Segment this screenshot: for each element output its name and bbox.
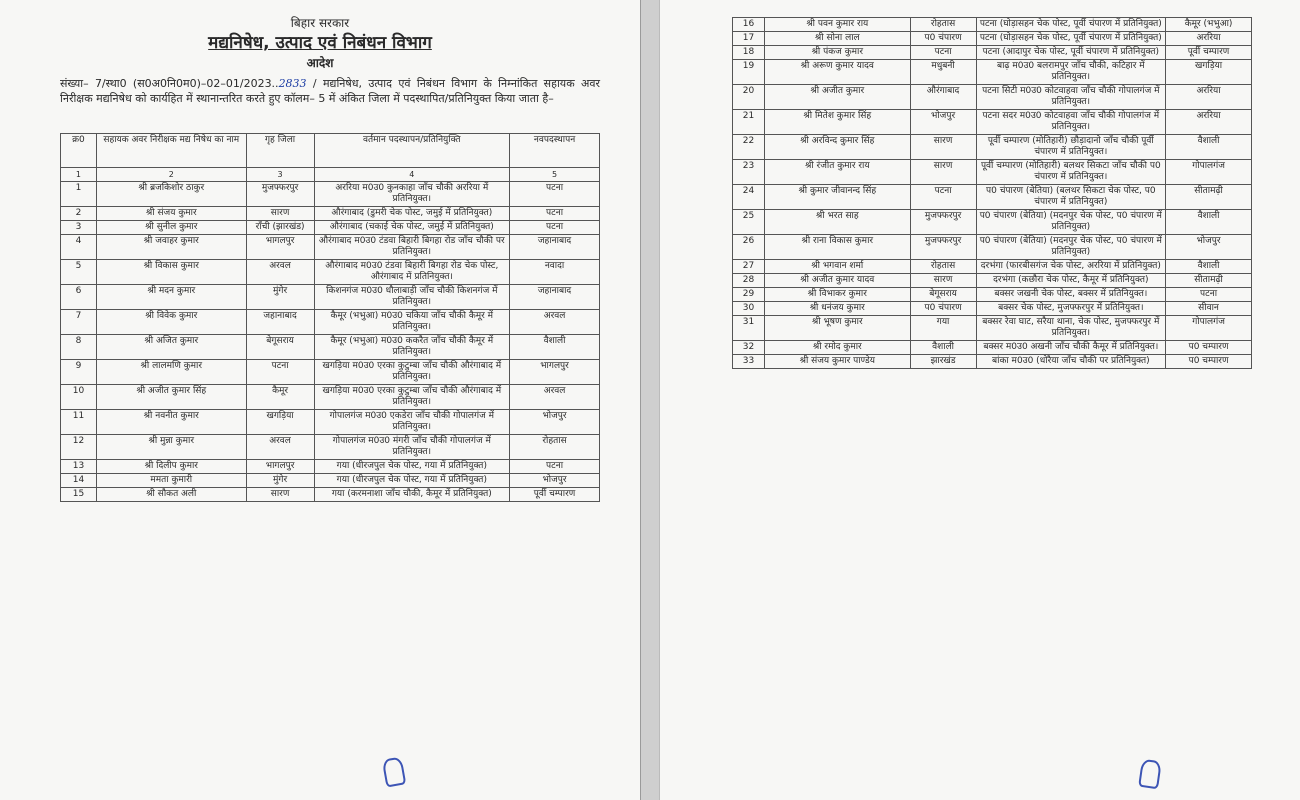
table-row [733, 32, 1252, 46]
serial-cell: 3 [61, 221, 97, 235]
current-posting-cell: पटना सदर म0उ0 कोटवाहवा जाँच चौकी गोपालगंज में प्रतिनियुक्त। [976, 110, 1166, 135]
table-row [733, 302, 1252, 316]
current-posting-cell: कैमूर (भभुआ) म0उ0 चकिया जाँच चौकी कैमूर में प्रतिनियुक्त। [314, 310, 510, 335]
column-index: 1 [61, 168, 97, 182]
new-posting-cell: रोहतास [510, 435, 600, 460]
current-posting-cell: खगड़िया म0उ0 एरका कुटुम्बा जाँच चौकी औरंगाबाद में प्रतिनियुक्त। [314, 385, 510, 410]
table-row [61, 488, 600, 502]
name-cell: श्री अजीत कुमार सिंह [96, 385, 246, 410]
serial-cell: 30 [733, 302, 765, 316]
name-cell: श्री सोना लाल [764, 32, 910, 46]
name-cell: श्री धनंजय कुमार [764, 302, 910, 316]
serial-cell: 10 [61, 385, 97, 410]
new-posting-cell: जहानाबाद [510, 235, 600, 260]
current-posting-cell: पटना (आदापुर चेक पोस्ट, पूर्वी चंपारण में प्रतिनियुक्त) [976, 46, 1166, 60]
name-cell: श्री संजय कुमार [96, 207, 246, 221]
new-posting-cell: सीतामढ़ी [1166, 274, 1252, 288]
serial-cell: 25 [733, 210, 765, 235]
home-district-cell: भागलपुर [246, 460, 314, 474]
new-posting-cell: जहानाबाद [510, 285, 600, 310]
table-row [733, 46, 1252, 60]
table-row [733, 235, 1252, 260]
name-cell: श्री अजीत कुमार [764, 85, 910, 110]
home-district-cell: प0 चंपारण [910, 32, 976, 46]
current-posting-cell: दरभंगा (फारबीसगंज चेक पोस्ट, अररिया में प्रतिनियुक्त) [976, 260, 1166, 274]
serial-cell: 26 [733, 235, 765, 260]
column-index: 4 [314, 168, 510, 182]
name-cell: श्री दिलीप कुमार [96, 460, 246, 474]
current-posting-cell: औरंगाबाद (चकाई चेक पोस्ट, जमुई में प्रतिनियुक्त) [314, 221, 510, 235]
name-cell: श्री अरूण कुमार यादव [764, 60, 910, 85]
new-posting-cell: अररिया [1166, 85, 1252, 110]
serial-cell: 22 [733, 135, 765, 160]
table-row [733, 60, 1252, 85]
table-row [61, 207, 600, 221]
home-district-cell: मुंगेर [246, 285, 314, 310]
current-posting-cell: गोपालगंज म0उ0 मंगरी जाँच चौकी गोपालगंज में प्रतिनियुक्त। [314, 435, 510, 460]
serial-cell: 27 [733, 260, 765, 274]
serial-cell: 19 [733, 60, 765, 85]
order-intro-text: / मद्यनिषेध, उत्पाद एवं निबंधन विभाग के निम्नांकित सहायक अवर निरीक्षक मद्यनिषेध को कार्यहित में स्थानान्तरित करते हुए कॉलम– 5 में अंकित जिला में पदस्थापित/प्रतिनियुक्त किया जाता है– [60, 77, 600, 105]
name-cell: श्री सुनील कुमार [96, 221, 246, 235]
column-index-row [61, 168, 600, 182]
home-district-cell: सारण [910, 160, 976, 185]
serial-cell: 29 [733, 288, 765, 302]
new-posting-cell: पटना [1166, 288, 1252, 302]
table-row [61, 474, 600, 488]
memo-prefix: संख्या– 7/स्था0 (स0अ0नि0म0)–02–01/2023.. [60, 77, 279, 90]
serial-cell: 1 [61, 182, 97, 207]
table-row [733, 185, 1252, 210]
current-posting-cell: कैमूर (भभुआ) म0उ0 ककरैत जाँच चौकी कैमूर में प्रतिनियुक्त। [314, 335, 510, 360]
home-district-cell: बेगूसराय [910, 288, 976, 302]
current-posting-cell: बक्सर जखनी चेक पोस्ट, बक्सर में प्रतिनियुक्त। [976, 288, 1166, 302]
new-posting-cell: खगड़िया [1166, 60, 1252, 85]
table-row [733, 260, 1252, 274]
home-district-cell: मधुबनी [910, 60, 976, 85]
department-heading: मद्यनिषेध, उत्पाद एवं निबंधन विभाग [208, 33, 432, 53]
document-page-left [0, 0, 640, 800]
new-posting-cell: वैशाली [510, 335, 600, 360]
serial-cell: 21 [733, 110, 765, 135]
serial-cell: 13 [61, 460, 97, 474]
table-row [733, 316, 1252, 341]
new-posting-cell: गोपालगंज [1166, 316, 1252, 341]
serial-cell: 4 [61, 235, 97, 260]
transfer-table-left [60, 133, 600, 502]
home-district-cell: अरवल [246, 260, 314, 285]
table-row [61, 435, 600, 460]
new-posting-cell: पटना [510, 207, 600, 221]
name-cell: श्री रंजीत कुमार राय [764, 160, 910, 185]
home-district-cell: गया [910, 316, 976, 341]
serial-cell: 31 [733, 316, 765, 341]
serial-cell: 14 [61, 474, 97, 488]
table-row [61, 285, 600, 310]
home-district-cell: सारण [246, 207, 314, 221]
new-posting-cell: प0 चम्पारण [1166, 341, 1252, 355]
page-gutter [640, 0, 660, 800]
current-posting-cell: गया (धीरजपुल चेक पोस्ट, गया में प्रतिनियुक्त) [314, 460, 510, 474]
name-cell: श्री विकास कुमार [96, 260, 246, 285]
order-intro-paragraph [60, 76, 600, 106]
current-posting-cell: गया (करमनाशा जाँच चौकी, कैमूर में प्रतिनियुक्त) [314, 488, 510, 502]
new-posting-cell: भोजपुर [1166, 235, 1252, 260]
name-cell: श्री ब्रजकिशोर ठाकुर [96, 182, 246, 207]
home-district-cell: पटना [910, 185, 976, 210]
current-posting-cell: पटना (घोड़ासहन चेक पोस्ट, पूर्वी चंपारण में प्रतिनियुक्त) [976, 32, 1166, 46]
table-row [733, 288, 1252, 302]
name-cell: श्री विभाकर कुमार [764, 288, 910, 302]
name-cell: श्री नवनीत कुमार [96, 410, 246, 435]
current-posting-cell: औरंगाबाद म0उ0 टंडवा बिहारी बिगहा रोड जाँच चौकी पर प्रतिनियुक्त। [314, 235, 510, 260]
name-cell: श्री अजित कुमार [96, 335, 246, 360]
home-district-cell: पटना [910, 46, 976, 60]
new-posting-cell: पटना [510, 221, 600, 235]
home-district-cell: औरंगाबाद [910, 85, 976, 110]
header-name: सहायक अवर निरीक्षक मद्य निषेध का नाम [96, 134, 246, 168]
current-posting-cell: बक्सर रेवा घाट, सरैया थाना, चेक पोस्ट, मुजफ्फरपुर में प्रतिनियुक्त। [976, 316, 1166, 341]
serial-cell: 8 [61, 335, 97, 360]
new-posting-cell: नवादा [510, 260, 600, 285]
current-posting-cell: पूर्वी चम्पारण (मोतिहारी) छौड़ादानो जाँच चौकी पूर्वी चंपारण में प्रतिनियुक्त। [976, 135, 1166, 160]
serial-cell: 18 [733, 46, 765, 60]
header-new-posting: नवपदस्थापन [510, 134, 600, 168]
home-district-cell: राँची (झारखंड) [246, 221, 314, 235]
new-posting-cell: प0 चम्पारण [1166, 355, 1252, 369]
table-row [61, 235, 600, 260]
home-district-cell: प0 चंपारण [910, 302, 976, 316]
serial-cell: 17 [733, 32, 765, 46]
new-posting-cell: पूर्वी चम्पारण [1166, 46, 1252, 60]
new-posting-cell: अरवल [510, 385, 600, 410]
serial-cell: 28 [733, 274, 765, 288]
name-cell: श्री पवन कुमार राय [764, 18, 910, 32]
table-row [733, 160, 1252, 185]
home-district-cell: भागलपुर [246, 235, 314, 260]
name-cell: श्री मुन्ना कुमार [96, 435, 246, 460]
home-district-cell: रोहतास [910, 260, 976, 274]
header-home-district: गृह जिला [246, 134, 314, 168]
serial-cell: 16 [733, 18, 765, 32]
table-row [733, 355, 1252, 369]
home-district-cell: सारण [246, 488, 314, 502]
transfer-table-right [732, 17, 1252, 369]
table-body-left [61, 182, 600, 502]
current-posting-cell: बांका म0उ0 (धोरैया जाँच चौकी पर प्रतिनियुक्त) [976, 355, 1166, 369]
name-cell: श्री भगवान शर्मा [764, 260, 910, 274]
new-posting-cell: कैमूर (भभुआ) [1166, 18, 1252, 32]
name-cell: ममता कुमारी [96, 474, 246, 488]
column-index: 2 [96, 168, 246, 182]
serial-cell: 9 [61, 360, 97, 385]
serial-cell: 11 [61, 410, 97, 435]
home-district-cell: बेगूसराय [246, 335, 314, 360]
new-posting-cell: पटना [510, 182, 600, 207]
home-district-cell: भोजपुर [910, 110, 976, 135]
current-posting-cell: अररिया म0उ0 कुनकाहा जाँच चौकी अररिया में प्रतिनियुक्त। [314, 182, 510, 207]
home-district-cell: वैशाली [910, 341, 976, 355]
current-posting-cell: औरंगाबाद म0उ0 टंडवा बिहारी बिगहा रोड चेक पोस्ट, औरंगाबाद में प्रतिनियुक्त। [314, 260, 510, 285]
home-district-cell: सारण [910, 135, 976, 160]
name-cell: श्री सौकत अली [96, 488, 246, 502]
new-posting-cell: वैशाली [1166, 260, 1252, 274]
name-cell: श्री भरत साह [764, 210, 910, 235]
serial-cell: 23 [733, 160, 765, 185]
table-row [61, 385, 600, 410]
table-row [733, 210, 1252, 235]
government-heading: बिहार सरकार [290, 16, 350, 30]
table-row [61, 360, 600, 385]
table-body-right [733, 18, 1252, 369]
signature-mark [1138, 759, 1162, 790]
serial-cell: 12 [61, 435, 97, 460]
home-district-cell: खगड़िया [246, 410, 314, 435]
table-row [733, 274, 1252, 288]
document-page-right [660, 0, 1300, 800]
current-posting-cell: किशनगंज म0उ0 धौलाबाड़ी जाँच चौकी किशनगंज में प्रतिनियुक्त। [314, 285, 510, 310]
table-row [733, 85, 1252, 110]
name-cell: श्री पंकज कुमार [764, 46, 910, 60]
home-district-cell: मुंगेर [246, 474, 314, 488]
current-posting-cell: प0 चंपारण (बेतिया) (बलथर सिकटा चेक पोस्ट, प0 चंपारण में प्रतिनियुक्त) [976, 185, 1166, 210]
table-row [61, 460, 600, 474]
current-posting-cell: बक्सर म0उ0 अखनी जाँच चौकी कैमूर में प्रतिनियुक्त। [976, 341, 1166, 355]
new-posting-cell: सीतामढ़ी [1166, 185, 1252, 210]
serial-cell: 32 [733, 341, 765, 355]
new-posting-cell: वैशाली [1166, 135, 1252, 160]
header-serial: क्र0 [61, 134, 97, 168]
current-posting-cell: पूर्वी चम्पारण (मोतिहारी) बलथर सिकटा जाँच चौकी प0 चंपारण में प्रतिनियुक्त। [976, 160, 1166, 185]
current-posting-cell: बक्सर चेक पोस्ट, मुजफ्फरपुर में प्रतिनियुक्त। [976, 302, 1166, 316]
current-posting-cell: खगड़िया म0उ0 एरका कुटुम्बा जाँच चौकी औरंगाबाद में प्रतिनियुक्त। [314, 360, 510, 385]
table-row [61, 221, 600, 235]
table-row [61, 182, 600, 207]
table-row [733, 341, 1252, 355]
name-cell: श्री लालमणि कुमार [96, 360, 246, 385]
table-header-row [61, 134, 600, 168]
name-cell: श्री कुमार जीवानन्द सिंह [764, 185, 910, 210]
home-district-cell: पटना [246, 360, 314, 385]
name-cell: श्री अजीत कुमार यादव [764, 274, 910, 288]
new-posting-cell: सीवान [1166, 302, 1252, 316]
new-posting-cell: अरवल [510, 310, 600, 335]
column-index: 3 [246, 168, 314, 182]
new-posting-cell: अररिया [1166, 110, 1252, 135]
name-cell: श्री मितेश कुमार सिंह [764, 110, 910, 135]
new-posting-cell: भागलपुर [510, 360, 600, 385]
current-posting-cell: औरंगाबाद (डुमरी चेक पोस्ट, जमुई में प्रतिनियुक्त) [314, 207, 510, 221]
serial-cell: 15 [61, 488, 97, 502]
home-district-cell: जहानाबाद [246, 310, 314, 335]
serial-cell: 2 [61, 207, 97, 221]
table-row [61, 410, 600, 435]
serial-cell: 33 [733, 355, 765, 369]
name-cell: श्री भूषण कुमार [764, 316, 910, 341]
home-district-cell: सारण [910, 274, 976, 288]
name-cell: श्री रमोद कुमार [764, 341, 910, 355]
new-posting-cell: गोपालगंज [1166, 160, 1252, 185]
new-posting-cell: भोजपुर [510, 474, 600, 488]
home-district-cell: मुजफ्फरपुर [910, 210, 976, 235]
current-posting-cell: गया (धीरजपुल चेक पोस्ट, गया में प्रतिनियुक्त) [314, 474, 510, 488]
order-title: आदेश [306, 56, 334, 70]
new-posting-cell: पटना [510, 460, 600, 474]
home-district-cell: रोहतास [910, 18, 976, 32]
name-cell: श्री राना विकास कुमार [764, 235, 910, 260]
name-cell: श्री संजय कुमार पाण्डेय [764, 355, 910, 369]
column-index: 5 [510, 168, 600, 182]
new-posting-cell: पूर्वी चम्पारण [510, 488, 600, 502]
name-cell: श्री विवेक कुमार [96, 310, 246, 335]
table-row [61, 335, 600, 360]
name-cell: श्री अरविन्द कुमार सिंह [764, 135, 910, 160]
home-district-cell: कैमूर [246, 385, 314, 410]
current-posting-cell: गोपालगंज म0उ0 एकडेरा जाँच चौकी गोपालगंज में प्रतिनियुक्त। [314, 410, 510, 435]
table-row [733, 135, 1252, 160]
serial-cell: 20 [733, 85, 765, 110]
current-posting-cell: दरभंगा (कछौरा चेक पोस्ट, कैमूर में प्रतिनियुक्त) [976, 274, 1166, 288]
name-cell: श्री जवाहर कुमार [96, 235, 246, 260]
name-cell: श्री मदन कुमार [96, 285, 246, 310]
table-row [733, 18, 1252, 32]
header-current-posting: वर्तमान पदस्थापन/प्रतिनियुक्ति [314, 134, 510, 168]
serial-cell: 5 [61, 260, 97, 285]
table-row [61, 260, 600, 285]
serial-cell: 24 [733, 185, 765, 210]
home-district-cell: अरवल [246, 435, 314, 460]
new-posting-cell: भोजपुर [510, 410, 600, 435]
serial-cell: 7 [61, 310, 97, 335]
current-posting-cell: प0 चंपारण (बेतिया) (मदनपुर चेक पोस्ट, प0 चंपारण में प्रतिनियुक्त) [976, 235, 1166, 260]
current-posting-cell: पटना (घोड़ासहन चेक पोस्ट, पूर्वी चंपारण में प्रतिनियुक्त) [976, 18, 1166, 32]
new-posting-cell: अररिया [1166, 32, 1252, 46]
home-district-cell: झारखंड [910, 355, 976, 369]
table-row [61, 310, 600, 335]
current-posting-cell: बाढ़ म0उ0 बलरामपुर जाँच चौकी, कटिहार में प्रतिनियुक्त। [976, 60, 1166, 85]
signature-mark [382, 756, 407, 787]
home-district-cell: मुजफ्फरपुर [910, 235, 976, 260]
table-row [733, 110, 1252, 135]
serial-cell: 6 [61, 285, 97, 310]
new-posting-cell: वैशाली [1166, 210, 1252, 235]
current-posting-cell: प0 चंपारण (बेतिया) (मदनपुर चेक पोस्ट, प0 चंपारण में प्रतिनियुक्त) [976, 210, 1166, 235]
home-district-cell: मुजफ्फरपुर [246, 182, 314, 207]
current-posting-cell: पटना सिटी म0उ0 कोटवाहवा जाँच चौकी गोपालगंज में प्रतिनियुक्त। [976, 85, 1166, 110]
memo-number: 2833 [278, 77, 307, 90]
